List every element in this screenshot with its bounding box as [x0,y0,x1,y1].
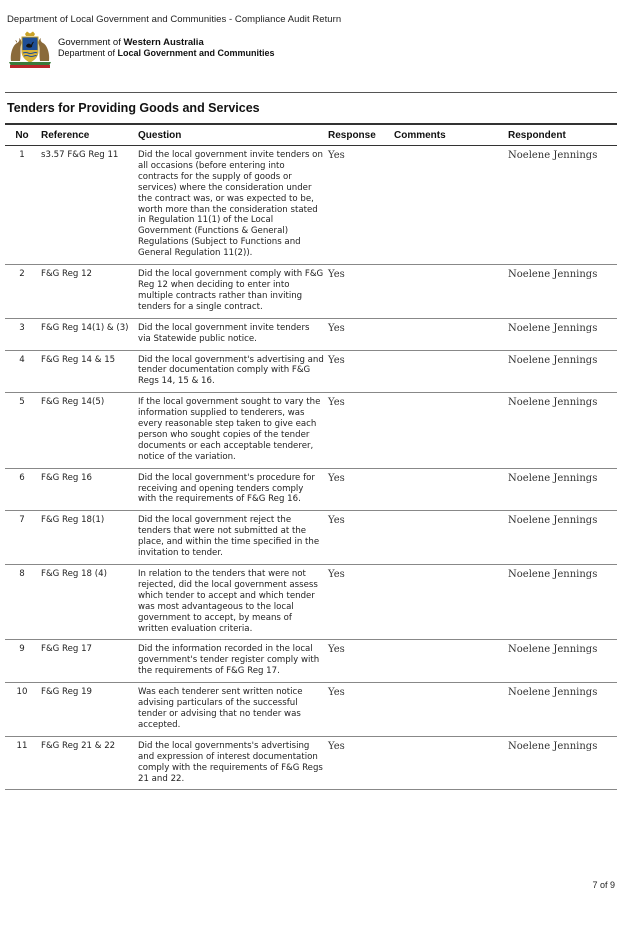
row-reference: F&G Reg 19 [39,683,136,737]
row-reference: F&G Reg 14 & 15 [39,350,136,393]
row-response: Yes [326,565,392,640]
header-divider [5,92,617,93]
row-respondent: Noelene Jennings [506,393,617,468]
row-question: Did the local government comply with F&G Reg 12 when deciding to enter into multiple contracts rather than inviting tenders for a single contract. [136,265,326,319]
row-response: Yes [326,318,392,350]
row-question: Did the local government reject the tenders that were not submitted at the place, and within the time specified in the invitation to tender. [136,511,326,565]
row-question: Did the local governments's advertising and expression of interest documentation comply with the requirements of F&G Regs 21 and 22. [136,736,326,790]
row-number: 11 [5,736,39,790]
row-response: Yes [326,683,392,737]
row-comments [392,265,506,319]
row-reference: F&G Reg 18 (4) [39,565,136,640]
row-reference: s3.57 F&G Reg 11 [39,146,136,265]
row-comments [392,318,506,350]
row-respondent: Noelene Jennings [506,146,617,265]
row-question: If the local government sought to vary the information supplied to tenderers, was every reasonable step taken to give each person who sought copies of the tender documents or each acceptable tenderer, notice of the variation. [136,393,326,468]
column-header-comments: Comments [392,125,506,146]
row-response: Yes [326,393,392,468]
row-number: 8 [5,565,39,640]
row-question: Did the information recorded in the local government's tender register comply with the requirements of F&G Reg 17. [136,640,326,683]
table-row [5,683,617,737]
row-respondent: Noelene Jennings [506,511,617,565]
table-row [5,640,617,683]
table-row [5,318,617,350]
row-reference: F&G Reg 16 [39,468,136,511]
row-comments [392,511,506,565]
row-comments [392,393,506,468]
row-response: Yes [326,736,392,790]
government-name: Government of Western Australia [58,37,204,48]
row-number: 3 [5,318,39,350]
row-comments [392,736,506,790]
table-row [5,468,617,511]
row-number: 9 [5,640,39,683]
department-name: Department of Local Government and Communities [58,48,275,58]
row-response: Yes [326,265,392,319]
row-respondent: Noelene Jennings [506,565,617,640]
row-number: 2 [5,265,39,319]
row-question: Did the local government invite tenders on all occasions (before entering into contracts for the supply of goods or services) where the consideration under the contract was, or was expected to be, worth more than the consideration stated in Regulation 11(1) of the Local Government (Functions & General) Regulations (Subject to Functions and General Regulation 11(2)). [136,146,326,265]
row-response: Yes [326,350,392,393]
table-row [5,736,617,790]
table-row [5,393,617,468]
row-reference: F&G Reg 18(1) [39,511,136,565]
row-number: 7 [5,511,39,565]
row-comments [392,640,506,683]
page-number: 7 of 9 [592,880,615,890]
row-comments [392,350,506,393]
wa-coat-of-arms-icon [7,31,53,69]
row-question: Was each tenderer sent written notice advising particulars of the successful tender or advising that no tender was accepted. [136,683,326,737]
table-row [5,565,617,640]
row-comments [392,565,506,640]
row-reference: F&G Reg 12 [39,265,136,319]
row-comments [392,468,506,511]
row-number: 1 [5,146,39,265]
column-header-no: No [5,125,39,146]
row-reference: F&G Reg 17 [39,640,136,683]
column-header-response: Response [326,125,392,146]
row-question: Did the local government's procedure for receiving and opening tenders comply with the requirements of F&G Reg 16. [136,468,326,511]
column-header-respondent: Respondent [506,125,617,146]
table-row [5,265,617,319]
document-title: Department of Local Government and Communities - Compliance Audit Return [7,14,342,25]
row-respondent: Noelene Jennings [506,468,617,511]
row-number: 5 [5,393,39,468]
row-respondent: Noelene Jennings [506,683,617,737]
row-comments [392,146,506,265]
row-number: 10 [5,683,39,737]
row-response: Yes [326,468,392,511]
row-reference: F&G Reg 21 & 22 [39,736,136,790]
row-question: Did the local government invite tenders via Statewide public notice. [136,318,326,350]
row-response: Yes [326,146,392,265]
row-comments [392,683,506,737]
column-header-question: Question [136,125,326,146]
column-header-reference: Reference [39,125,136,146]
row-question: Did the local government's advertising and tender documentation comply with F&G Regs 14, 15 & 16. [136,350,326,393]
section-title: Tenders for Providing Goods and Services [7,101,260,115]
row-respondent: Noelene Jennings [506,350,617,393]
table-header-row [5,125,617,146]
compliance-audit-table [5,125,617,790]
table-row [5,511,617,565]
row-respondent: Noelene Jennings [506,640,617,683]
row-respondent: Noelene Jennings [506,265,617,319]
row-reference: F&G Reg 14(1) & (3) [39,318,136,350]
row-number: 4 [5,350,39,393]
table-row [5,146,617,265]
row-number: 6 [5,468,39,511]
government-branding [58,37,275,59]
row-response: Yes [326,511,392,565]
row-response: Yes [326,640,392,683]
row-respondent: Noelene Jennings [506,736,617,790]
row-reference: F&G Reg 14(5) [39,393,136,468]
row-respondent: Noelene Jennings [506,318,617,350]
table-row [5,350,617,393]
row-question: In relation to the tenders that were not rejected, did the local government assess which tender to accept and which tender was most advantageous to the local government to accept, by means of written evaluation criteria. [136,565,326,640]
